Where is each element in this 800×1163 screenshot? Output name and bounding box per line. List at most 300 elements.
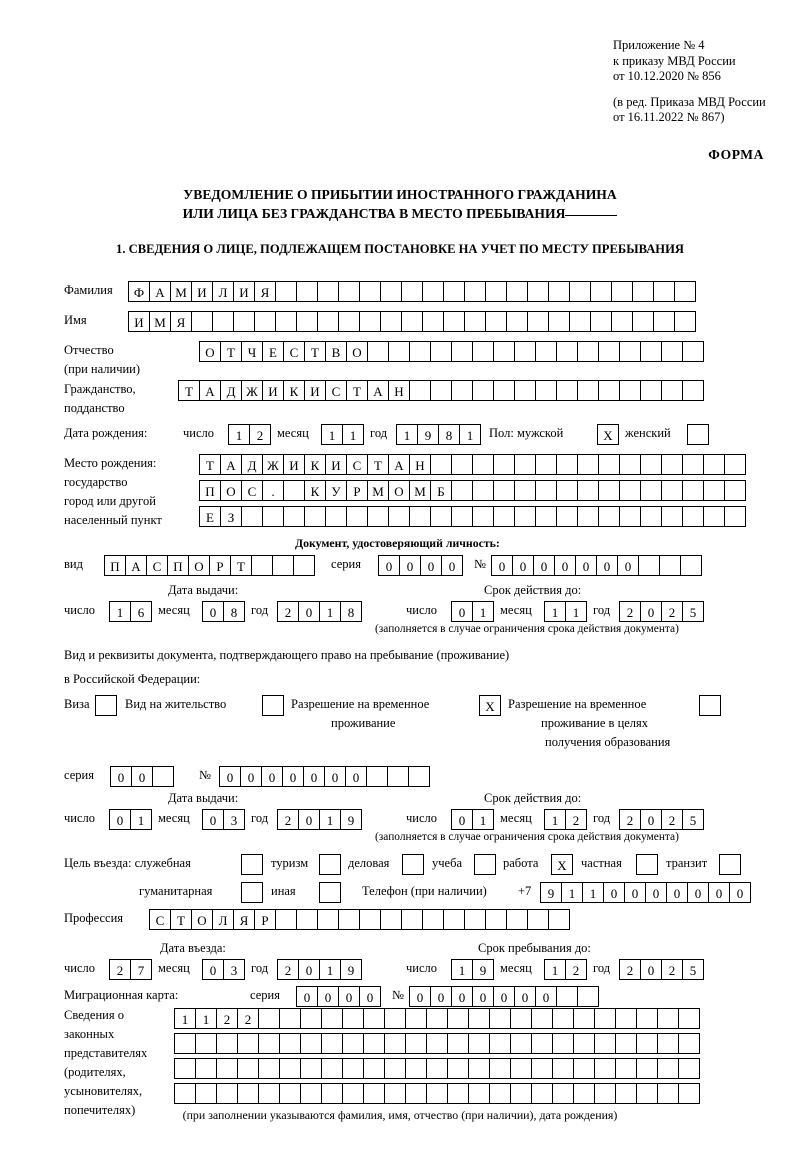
form-cell[interactable]: 0 [409,986,431,1007]
form-cell[interactable]: 1 [472,601,494,622]
form-cell[interactable]: 1 [321,424,343,445]
form-cell[interactable] [636,1058,658,1079]
form-cell[interactable] [506,281,528,302]
form-cell[interactable]: 0 [640,601,662,622]
form-cell[interactable]: 0 [493,986,515,1007]
form-cell[interactable] [552,1033,574,1054]
purpose-service-checkbox[interactable] [241,854,263,875]
form-cell[interactable] [577,986,599,1007]
form-cell[interactable] [594,1033,616,1054]
form-cell[interactable] [598,380,620,401]
form-cell[interactable]: 0 [617,555,639,576]
id-doc-series-input[interactable] [378,555,462,576]
form-cell[interactable]: Я [233,909,255,930]
form-cell[interactable] [678,1033,700,1054]
form-cell[interactable]: В [325,341,347,362]
form-cell[interactable] [661,380,683,401]
form-cell[interactable] [590,311,612,332]
form-cell[interactable] [703,506,725,527]
form-cell[interactable] [527,281,549,302]
form-cell[interactable]: 1 [228,424,250,445]
form-cell[interactable] [556,341,578,362]
form-cell[interactable] [548,311,570,332]
form-cell[interactable]: С [146,555,168,576]
form-cell[interactable]: 0 [451,809,473,830]
form-cell[interactable] [233,311,255,332]
form-cell[interactable] [262,506,284,527]
form-cell[interactable] [195,1033,217,1054]
form-cell[interactable]: 0 [378,555,400,576]
form-cell[interactable] [657,1083,679,1104]
form-cell[interactable] [401,909,423,930]
form-cell[interactable] [195,1058,217,1079]
form-cell[interactable] [443,909,465,930]
form-cell[interactable] [485,281,507,302]
birth-place-country-input[interactable] [199,454,745,475]
form-cell[interactable] [443,281,465,302]
form-cell[interactable] [363,1008,385,1029]
form-cell[interactable]: 0 [345,766,367,787]
form-cell[interactable]: О [346,341,368,362]
form-cell[interactable]: 0 [441,555,463,576]
form-cell[interactable] [531,1083,553,1104]
form-cell[interactable]: 0 [399,555,421,576]
form-cell[interactable] [409,380,431,401]
stay-doc-valid-year-input[interactable] [619,809,703,830]
form-cell[interactable] [405,1008,427,1029]
form-cell[interactable] [384,1058,406,1079]
form-cell[interactable]: 8 [438,424,460,445]
form-cell[interactable]: 0 [640,959,662,980]
form-cell[interactable]: 0 [296,986,318,1007]
form-cell[interactable] [514,506,536,527]
entry-day-input[interactable] [109,959,151,980]
form-cell[interactable]: 0 [202,959,224,980]
form-cell[interactable] [573,1058,595,1079]
form-cell[interactable]: Е [262,341,284,362]
form-cell[interactable]: 9 [417,424,439,445]
stay-doc-issue-month-input[interactable] [202,809,244,830]
form-cell[interactable]: Н [388,380,410,401]
form-cell[interactable] [388,506,410,527]
form-cell[interactable] [275,281,297,302]
form-cell[interactable] [388,341,410,362]
form-cell[interactable]: 0 [202,601,224,622]
form-cell[interactable] [556,506,578,527]
form-cell[interactable] [724,506,746,527]
representatives-row-3[interactable] [174,1058,699,1079]
form-cell[interactable]: Л [212,281,234,302]
form-cell[interactable] [317,909,339,930]
form-cell[interactable]: 0 [219,766,241,787]
form-cell[interactable]: 2 [661,959,683,980]
form-cell[interactable]: А [388,454,410,475]
stay-month-input[interactable] [544,959,586,980]
form-cell[interactable] [510,1033,532,1054]
form-cell[interactable] [661,454,683,475]
form-cell[interactable] [653,281,675,302]
form-cell[interactable] [724,454,746,475]
form-cell[interactable] [611,311,633,332]
form-cell[interactable] [577,506,599,527]
form-cell[interactable]: 0 [640,809,662,830]
entry-month-input[interactable] [202,959,244,980]
form-cell[interactable] [573,1083,595,1104]
form-cell[interactable]: 0 [451,601,473,622]
form-cell[interactable]: 9 [340,959,362,980]
form-cell[interactable] [408,766,430,787]
form-cell[interactable]: 0 [110,766,132,787]
form-cell[interactable] [615,1083,637,1104]
form-cell[interactable]: Д [220,380,242,401]
form-cell[interactable] [237,1083,259,1104]
form-cell[interactable]: 0 [282,766,304,787]
form-cell[interactable] [493,341,515,362]
form-cell[interactable] [342,1033,364,1054]
form-cell[interactable] [577,480,599,501]
form-cell[interactable]: А [220,454,242,475]
phone-input[interactable] [540,882,750,903]
form-cell[interactable] [426,1058,448,1079]
form-cell[interactable] [300,1058,322,1079]
form-cell[interactable]: 1 [342,424,364,445]
form-cell[interactable] [611,281,633,302]
form-cell[interactable]: 0 [666,882,688,903]
form-cell[interactable] [535,380,557,401]
form-cell[interactable] [384,1008,406,1029]
form-cell[interactable] [619,506,641,527]
form-cell[interactable] [615,1008,637,1029]
form-cell[interactable]: И [262,380,284,401]
form-cell[interactable]: Ж [262,454,284,475]
form-cell[interactable] [317,311,339,332]
form-cell[interactable] [472,341,494,362]
form-cell[interactable] [489,1033,511,1054]
form-cell[interactable]: 0 [603,882,625,903]
form-cell[interactable] [556,480,578,501]
form-cell[interactable]: 0 [533,555,555,576]
form-cell[interactable] [489,1008,511,1029]
form-cell[interactable]: 0 [298,601,320,622]
form-cell[interactable]: К [283,380,305,401]
form-cell[interactable] [443,311,465,332]
form-cell[interactable] [640,480,662,501]
form-cell[interactable]: С [346,454,368,475]
form-cell[interactable]: 0 [535,986,557,1007]
form-cell[interactable]: 1 [319,601,341,622]
form-cell[interactable]: С [325,380,347,401]
form-cell[interactable]: 0 [420,555,442,576]
form-cell[interactable] [661,506,683,527]
form-cell[interactable] [661,341,683,362]
form-cell[interactable]: Т [367,454,389,475]
form-cell[interactable]: Ч [241,341,263,362]
form-cell[interactable]: М [367,480,389,501]
form-cell[interactable] [300,1033,322,1054]
form-cell[interactable]: 0 [491,555,513,576]
form-cell[interactable]: 2 [565,809,587,830]
form-cell[interactable]: 7 [130,959,152,980]
form-cell[interactable] [447,1083,469,1104]
form-cell[interactable]: 0 [202,809,224,830]
form-cell[interactable]: О [220,480,242,501]
form-cell[interactable] [577,341,599,362]
form-cell[interactable]: 0 [131,766,153,787]
form-cell[interactable] [275,909,297,930]
form-cell[interactable]: 9 [472,959,494,980]
form-cell[interactable]: Я [170,311,192,332]
form-cell[interactable] [598,341,620,362]
form-cell[interactable]: 1 [396,424,418,445]
form-cell[interactable] [485,311,507,332]
form-cell[interactable]: 0 [554,555,576,576]
form-cell[interactable]: 1 [582,882,604,903]
form-cell[interactable] [258,1008,280,1029]
purpose-study-checkbox[interactable] [474,854,496,875]
form-cell[interactable] [573,1008,595,1029]
form-cell[interactable] [426,1008,448,1029]
form-cell[interactable] [514,380,536,401]
form-cell[interactable] [359,281,381,302]
migration-card-series-input[interactable] [296,986,380,1007]
representatives-row-1[interactable] [174,1008,699,1029]
form-cell[interactable]: 0 [451,986,473,1007]
form-cell[interactable] [548,909,570,930]
form-cell[interactable] [657,1033,679,1054]
form-cell[interactable]: Ж [241,380,263,401]
form-cell[interactable] [279,1008,301,1029]
form-cell[interactable]: 0 [708,882,730,903]
form-cell[interactable] [174,1083,196,1104]
edu-residence-checkbox[interactable] [699,695,721,716]
form-cell[interactable] [615,1058,637,1079]
form-cell[interactable] [254,311,276,332]
form-cell[interactable]: 2 [249,424,271,445]
form-cell[interactable] [296,281,318,302]
profession-input[interactable] [149,909,569,930]
form-cell[interactable] [556,454,578,475]
form-cell[interactable] [535,454,557,475]
form-cell[interactable]: А [149,281,171,302]
form-cell[interactable] [451,341,473,362]
form-cell[interactable]: Т [220,341,242,362]
form-cell[interactable] [472,506,494,527]
form-cell[interactable] [598,506,620,527]
form-cell[interactable] [342,1058,364,1079]
form-cell[interactable] [640,506,662,527]
form-cell[interactable] [283,480,305,501]
patronymic-input[interactable] [199,341,703,362]
form-cell[interactable]: Т [230,555,252,576]
form-cell[interactable]: 0 [430,986,452,1007]
form-cell[interactable] [405,1083,427,1104]
form-cell[interactable] [237,1058,259,1079]
form-cell[interactable]: М [170,281,192,302]
form-cell[interactable]: Д [241,454,263,475]
id-doc-number-input[interactable] [491,555,701,576]
form-cell[interactable]: 9 [540,882,562,903]
form-cell[interactable] [594,1008,616,1029]
id-doc-type-input[interactable] [104,555,314,576]
form-cell[interactable]: М [409,480,431,501]
form-cell[interactable]: Б [430,480,452,501]
form-cell[interactable] [472,480,494,501]
form-cell[interactable]: 1 [319,959,341,980]
form-cell[interactable] [216,1033,238,1054]
form-cell[interactable]: 2 [565,959,587,980]
form-cell[interactable] [237,1033,259,1054]
form-cell[interactable] [380,909,402,930]
form-cell[interactable] [682,506,704,527]
form-cell[interactable] [636,1033,658,1054]
form-cell[interactable] [682,341,704,362]
form-cell[interactable] [258,1033,280,1054]
form-cell[interactable]: 3 [223,959,245,980]
form-cell[interactable] [682,380,704,401]
form-cell[interactable] [640,380,662,401]
form-cell[interactable] [638,555,660,576]
form-cell[interactable]: А [125,555,147,576]
form-cell[interactable]: И [283,454,305,475]
form-cell[interactable] [640,454,662,475]
form-cell[interactable]: Е [199,506,221,527]
form-cell[interactable]: 2 [619,959,641,980]
form-cell[interactable] [485,909,507,930]
form-cell[interactable] [468,1033,490,1054]
form-cell[interactable] [674,311,696,332]
form-cell[interactable]: 2 [237,1008,259,1029]
form-cell[interactable] [174,1058,196,1079]
form-cell[interactable]: А [367,380,389,401]
purpose-humanitarian-checkbox[interactable] [241,882,263,903]
form-cell[interactable] [279,1083,301,1104]
citizenship-input[interactable] [178,380,703,401]
form-cell[interactable] [409,506,431,527]
form-cell[interactable]: 1 [544,809,566,830]
form-cell[interactable] [653,311,675,332]
form-cell[interactable] [535,506,557,527]
form-cell[interactable]: 1 [544,959,566,980]
form-cell[interactable]: Т [170,909,192,930]
form-cell[interactable] [363,1083,385,1104]
form-cell[interactable] [272,555,294,576]
form-cell[interactable]: 2 [277,959,299,980]
form-cell[interactable] [506,909,528,930]
form-cell[interactable]: Р [209,555,231,576]
form-cell[interactable] [514,341,536,362]
birth-place-city-input-line1[interactable] [199,480,745,501]
form-cell[interactable]: 0 [729,882,751,903]
form-cell[interactable] [451,506,473,527]
form-cell[interactable] [556,380,578,401]
form-cell[interactable]: 1 [130,809,152,830]
form-cell[interactable] [577,454,599,475]
form-cell[interactable]: И [233,281,255,302]
form-cell[interactable] [661,480,683,501]
form-cell[interactable] [317,281,339,302]
form-cell[interactable] [724,480,746,501]
form-cell[interactable] [678,1008,700,1029]
birth-year-input[interactable] [396,424,480,445]
form-cell[interactable]: 0 [338,986,360,1007]
form-cell[interactable] [447,1008,469,1029]
form-cell[interactable] [451,380,473,401]
form-cell[interactable] [409,341,431,362]
form-cell[interactable] [493,480,515,501]
form-cell[interactable] [493,454,515,475]
form-cell[interactable]: О [388,480,410,501]
form-cell[interactable] [680,555,702,576]
form-cell[interactable] [251,555,273,576]
stay-day-input[interactable] [451,959,493,980]
form-cell[interactable] [338,909,360,930]
sex-male-checkbox[interactable]: X [597,424,619,445]
form-cell[interactable]: 2 [661,809,683,830]
form-cell[interactable] [674,281,696,302]
form-cell[interactable]: 5 [682,809,704,830]
form-cell[interactable] [598,480,620,501]
form-cell[interactable]: 1 [195,1008,217,1029]
form-cell[interactable] [426,1083,448,1104]
residence-permit-checkbox[interactable] [262,695,284,716]
form-cell[interactable]: И [325,454,347,475]
form-cell[interactable]: 0 [645,882,667,903]
form-cell[interactable]: 1 [544,601,566,622]
form-cell[interactable] [590,281,612,302]
id-doc-valid-month-input[interactable] [544,601,586,622]
form-cell[interactable]: К [304,454,326,475]
form-cell[interactable] [174,1033,196,1054]
form-cell[interactable] [430,506,452,527]
form-cell[interactable] [363,1058,385,1079]
form-cell[interactable] [636,1008,658,1029]
form-cell[interactable] [283,506,305,527]
form-cell[interactable]: К [304,480,326,501]
form-cell[interactable]: С [149,909,171,930]
form-cell[interactable]: 8 [340,601,362,622]
form-cell[interactable] [405,1033,427,1054]
form-cell[interactable] [527,311,549,332]
form-cell[interactable] [426,1033,448,1054]
form-cell[interactable]: 2 [661,601,683,622]
form-cell[interactable]: И [304,380,326,401]
purpose-other-checkbox[interactable] [319,882,341,903]
form-cell[interactable]: Н [409,454,431,475]
form-cell[interactable] [619,380,641,401]
form-cell[interactable]: 2 [619,601,641,622]
stay-year-input[interactable] [619,959,703,980]
id-doc-issue-day-input[interactable] [109,601,151,622]
form-cell[interactable] [472,454,494,475]
form-cell[interactable] [384,1033,406,1054]
form-cell[interactable] [535,480,557,501]
stay-doc-issue-day-input[interactable] [109,809,151,830]
form-cell[interactable]: 0 [575,555,597,576]
form-cell[interactable] [300,1008,322,1029]
form-cell[interactable]: О [199,341,221,362]
form-cell[interactable]: У [325,480,347,501]
form-cell[interactable] [401,311,423,332]
form-cell[interactable] [212,311,234,332]
form-cell[interactable] [552,1058,574,1079]
form-cell[interactable] [275,311,297,332]
form-cell[interactable] [636,1083,658,1104]
form-cell[interactable]: 8 [223,601,245,622]
form-cell[interactable]: О [188,555,210,576]
form-cell[interactable] [258,1083,280,1104]
form-cell[interactable] [191,311,213,332]
id-doc-valid-year-input[interactable] [619,601,703,622]
